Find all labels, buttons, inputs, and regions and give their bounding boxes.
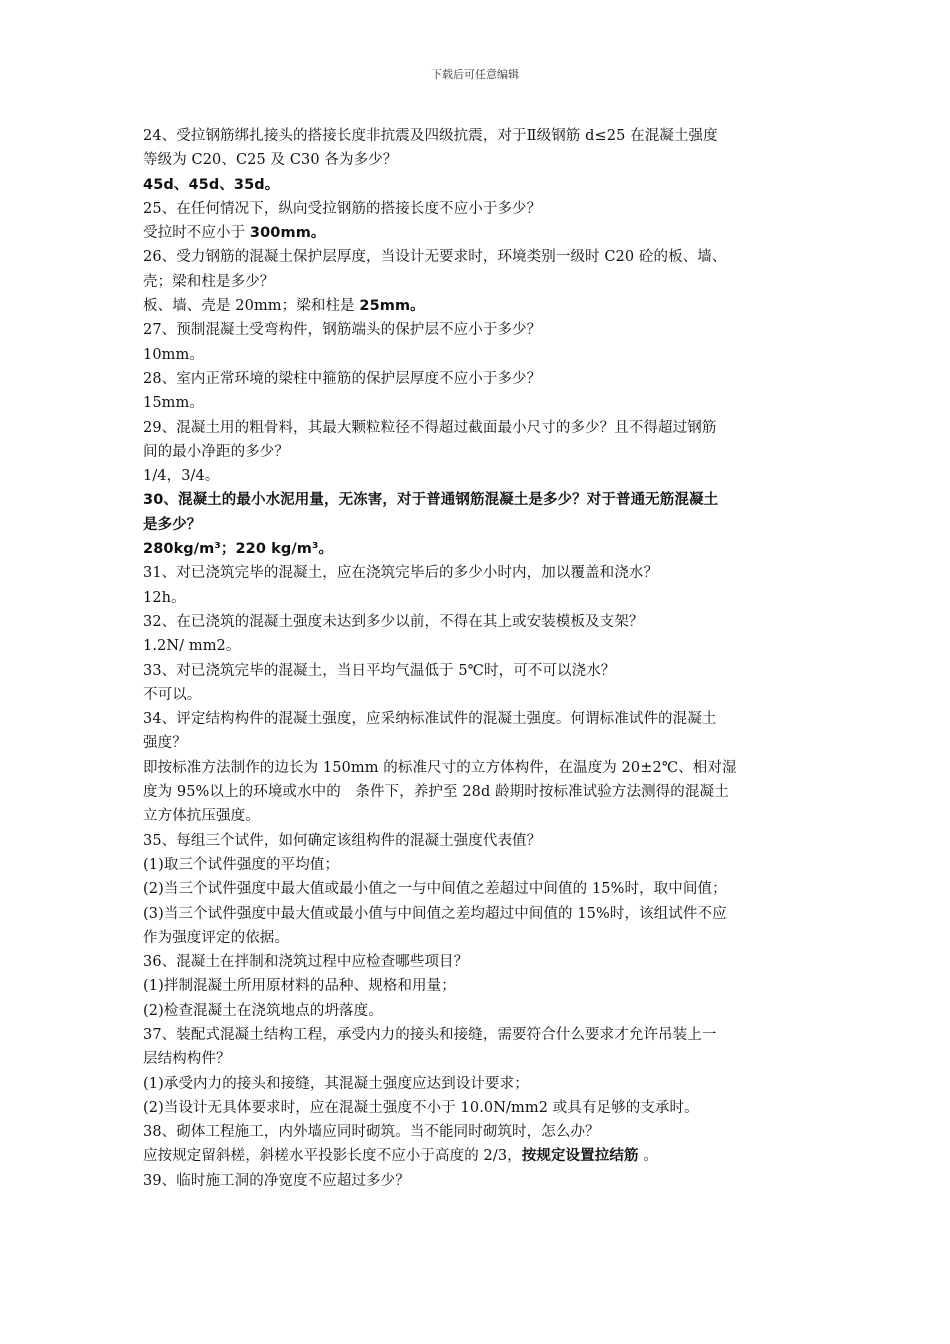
text-line — [143, 124, 815, 148]
text-line — [143, 440, 815, 464]
text-line — [143, 853, 815, 877]
text-run: (3)当三个试件强度中最大值或最小值与中间值之差均超过中间值的 15%时，该组试件不应 — [143, 905, 727, 922]
text-run: 39、临时施工洞的净宽度不应超过多少？ — [143, 1172, 410, 1189]
text-run: 1/4，3/4。 — [143, 468, 220, 485]
text-line — [143, 294, 815, 318]
text-run: 壳；梁和柱是多少？ — [143, 273, 275, 290]
text-line — [143, 343, 815, 367]
text-run: 31、对已浇筑完毕的混凝土，应在浇筑完毕后的多少小时内，加以覆盖和浇水？ — [143, 565, 659, 582]
text-line — [143, 926, 815, 950]
text-line — [143, 731, 815, 755]
text-line — [143, 1096, 815, 1120]
text-run: 强度？ — [143, 735, 187, 752]
text-run: (1)拌制混凝土所用原材料的品种、规格和用量； — [143, 978, 456, 995]
text-run: 作为强度评定的依据。 — [143, 929, 289, 946]
text-line — [143, 1072, 815, 1096]
bold-text-run: 30、混凝土的最小水泥用量，无冻害，对于普通钢筋混凝土是多少？对于普通无筋混凝土 — [143, 492, 719, 509]
text-line — [143, 173, 815, 197]
text-run: 等级为 C20、C25 及 C30 各为多少？ — [143, 152, 398, 169]
text-line — [143, 1144, 815, 1168]
text-line — [143, 1120, 815, 1144]
text-run: 25、在任何情况下，纵向受拉钢筋的搭接长度不应小于多少？ — [143, 200, 542, 217]
text-line — [143, 877, 815, 901]
text-run: 34、评定结构构件的混凝土强度，应采纳标准试件的混凝土强度。何谓标准试件的混凝土 — [143, 711, 717, 728]
text-run: (1)取三个试件强度的平均值； — [143, 856, 340, 873]
text-line — [143, 780, 815, 804]
text-line — [143, 610, 815, 634]
text-line — [143, 804, 815, 828]
text-line — [143, 683, 815, 707]
text-run: 立方体抗压强度。 — [143, 808, 260, 825]
document-body — [143, 124, 815, 1193]
text-run: 受拉时不应小于 — [143, 225, 250, 242]
text-line — [143, 707, 815, 731]
text-run: 1.2N/ mm2。 — [143, 638, 241, 655]
text-run: 板、墙、壳是 20mm；梁和柱是 — [143, 298, 360, 315]
text-run: (2)当三个试件强度中最大值或最小值之一与中间值之差超过中间值的 15%时，取中间值； — [143, 881, 727, 898]
text-run: 28、室内正常环境的梁柱中箍筋的保护层厚度不应小于多少？ — [143, 370, 542, 387]
text-run: (2)检查混凝土在浇筑地点的坍落度。 — [143, 1002, 383, 1019]
text-line — [143, 586, 815, 610]
text-run: 36、混凝土在拌制和浇筑过程中应检查哪些项目？ — [143, 954, 469, 971]
text-run: 35、每组三个试件，如何确定该组构件的混凝土强度代表值？ — [143, 832, 542, 849]
text-run: 度为 95%以上的环境或水中的 条件下，养护至 28d 龄期时按标准试验方法测得的混凝土 — [143, 784, 729, 801]
text-line — [143, 318, 815, 342]
text-run: 38、砌体工程施工，内外墙应同时砌筑。当不能同时砌筑时，怎么办？ — [143, 1124, 600, 1141]
bold-text-run: 280kg/m³；220 kg/m³。 — [143, 541, 334, 558]
text-run: 33、对已浇筑完毕的混凝土，当日平均气温低于 5℃时，可不可以浇水？ — [143, 662, 616, 679]
text-line — [143, 367, 815, 391]
text-run: 。 — [638, 1148, 658, 1165]
text-run: (2)当设计无具体要求时，应在混凝土强度不小于 10.0N/mm2 或具有足够的支承时。 — [143, 1099, 699, 1116]
text-line — [143, 148, 815, 172]
text-line — [143, 974, 815, 998]
text-line — [143, 270, 815, 294]
bold-text-run: 45d、45d、35d。 — [143, 176, 280, 193]
text-line — [143, 659, 815, 683]
text-line — [143, 756, 815, 780]
text-line — [143, 561, 815, 585]
text-line — [143, 1023, 815, 1047]
text-line — [143, 1169, 815, 1193]
text-run: 26、受力钢筋的混凝土保护层厚度，当设计无要求时，环境类别一级时 C20 砼的板、墙、 — [143, 249, 727, 266]
text-line — [143, 902, 815, 926]
text-line — [143, 634, 815, 658]
text-line — [143, 245, 815, 269]
text-line — [143, 197, 815, 221]
bold-text-run: 按规定设置拉结筋 — [521, 1148, 639, 1165]
text-line — [143, 950, 815, 974]
bold-text-run: 25mm。 — [359, 298, 425, 315]
bold-text-run: 300mm。 — [249, 225, 326, 242]
text-run: 29、混凝土用的粗骨料，其最大颗粒粒径不得超过截面最小尺寸的多少？且不得超过钢筋 — [143, 419, 717, 436]
text-line — [143, 999, 815, 1023]
text-run: (1)承受内力的接头和接缝，其混凝土强度应达到设计要求； — [143, 1075, 529, 1092]
page-header: 下载后可任意编辑 — [431, 68, 519, 81]
text-run: 32、在已浇筑的混凝土强度未达到多少以前，不得在其上或安装模板及支架？ — [143, 613, 644, 630]
text-run: 37、装配式混凝土结构工程，承受内力的接头和接缝，需要符合什么要求才允许吊装上一 — [143, 1026, 717, 1043]
text-line — [143, 221, 815, 245]
text-run: 10mm。 — [143, 346, 204, 363]
text-run: 24、受拉钢筋绑扎接头的搭接长度非抗震及四级抗震，对于Ⅱ级钢筋 d≤25 在混凝土强度 — [143, 128, 718, 144]
text-line — [143, 488, 815, 512]
bold-text-run: 是多少？ — [143, 516, 202, 533]
text-run: 12h。 — [143, 589, 186, 606]
text-line — [143, 513, 815, 537]
text-line — [143, 416, 815, 440]
text-run: 即按标准方法制作的边长为 150mm 的标准尺寸的立方体构件，在温度为 20±2℃、相对湿 — [143, 759, 737, 776]
text-run: 27、预制混凝土受弯构件，钢筋端头的保护层不应小于多少？ — [143, 322, 542, 339]
text-run: 层结构构件？ — [143, 1051, 231, 1068]
text-line — [143, 829, 815, 853]
text-run: 15mm。 — [143, 395, 204, 412]
text-line — [143, 1047, 815, 1071]
text-line — [143, 391, 815, 415]
text-run: 应按规定留斜槎，斜槎水平投影长度不应小于高度的 2/3， — [143, 1148, 522, 1165]
text-line — [143, 537, 815, 561]
text-run: 不可以。 — [143, 686, 202, 703]
text-run: 间的最小净距的多少？ — [143, 443, 289, 460]
text-line — [143, 464, 815, 488]
